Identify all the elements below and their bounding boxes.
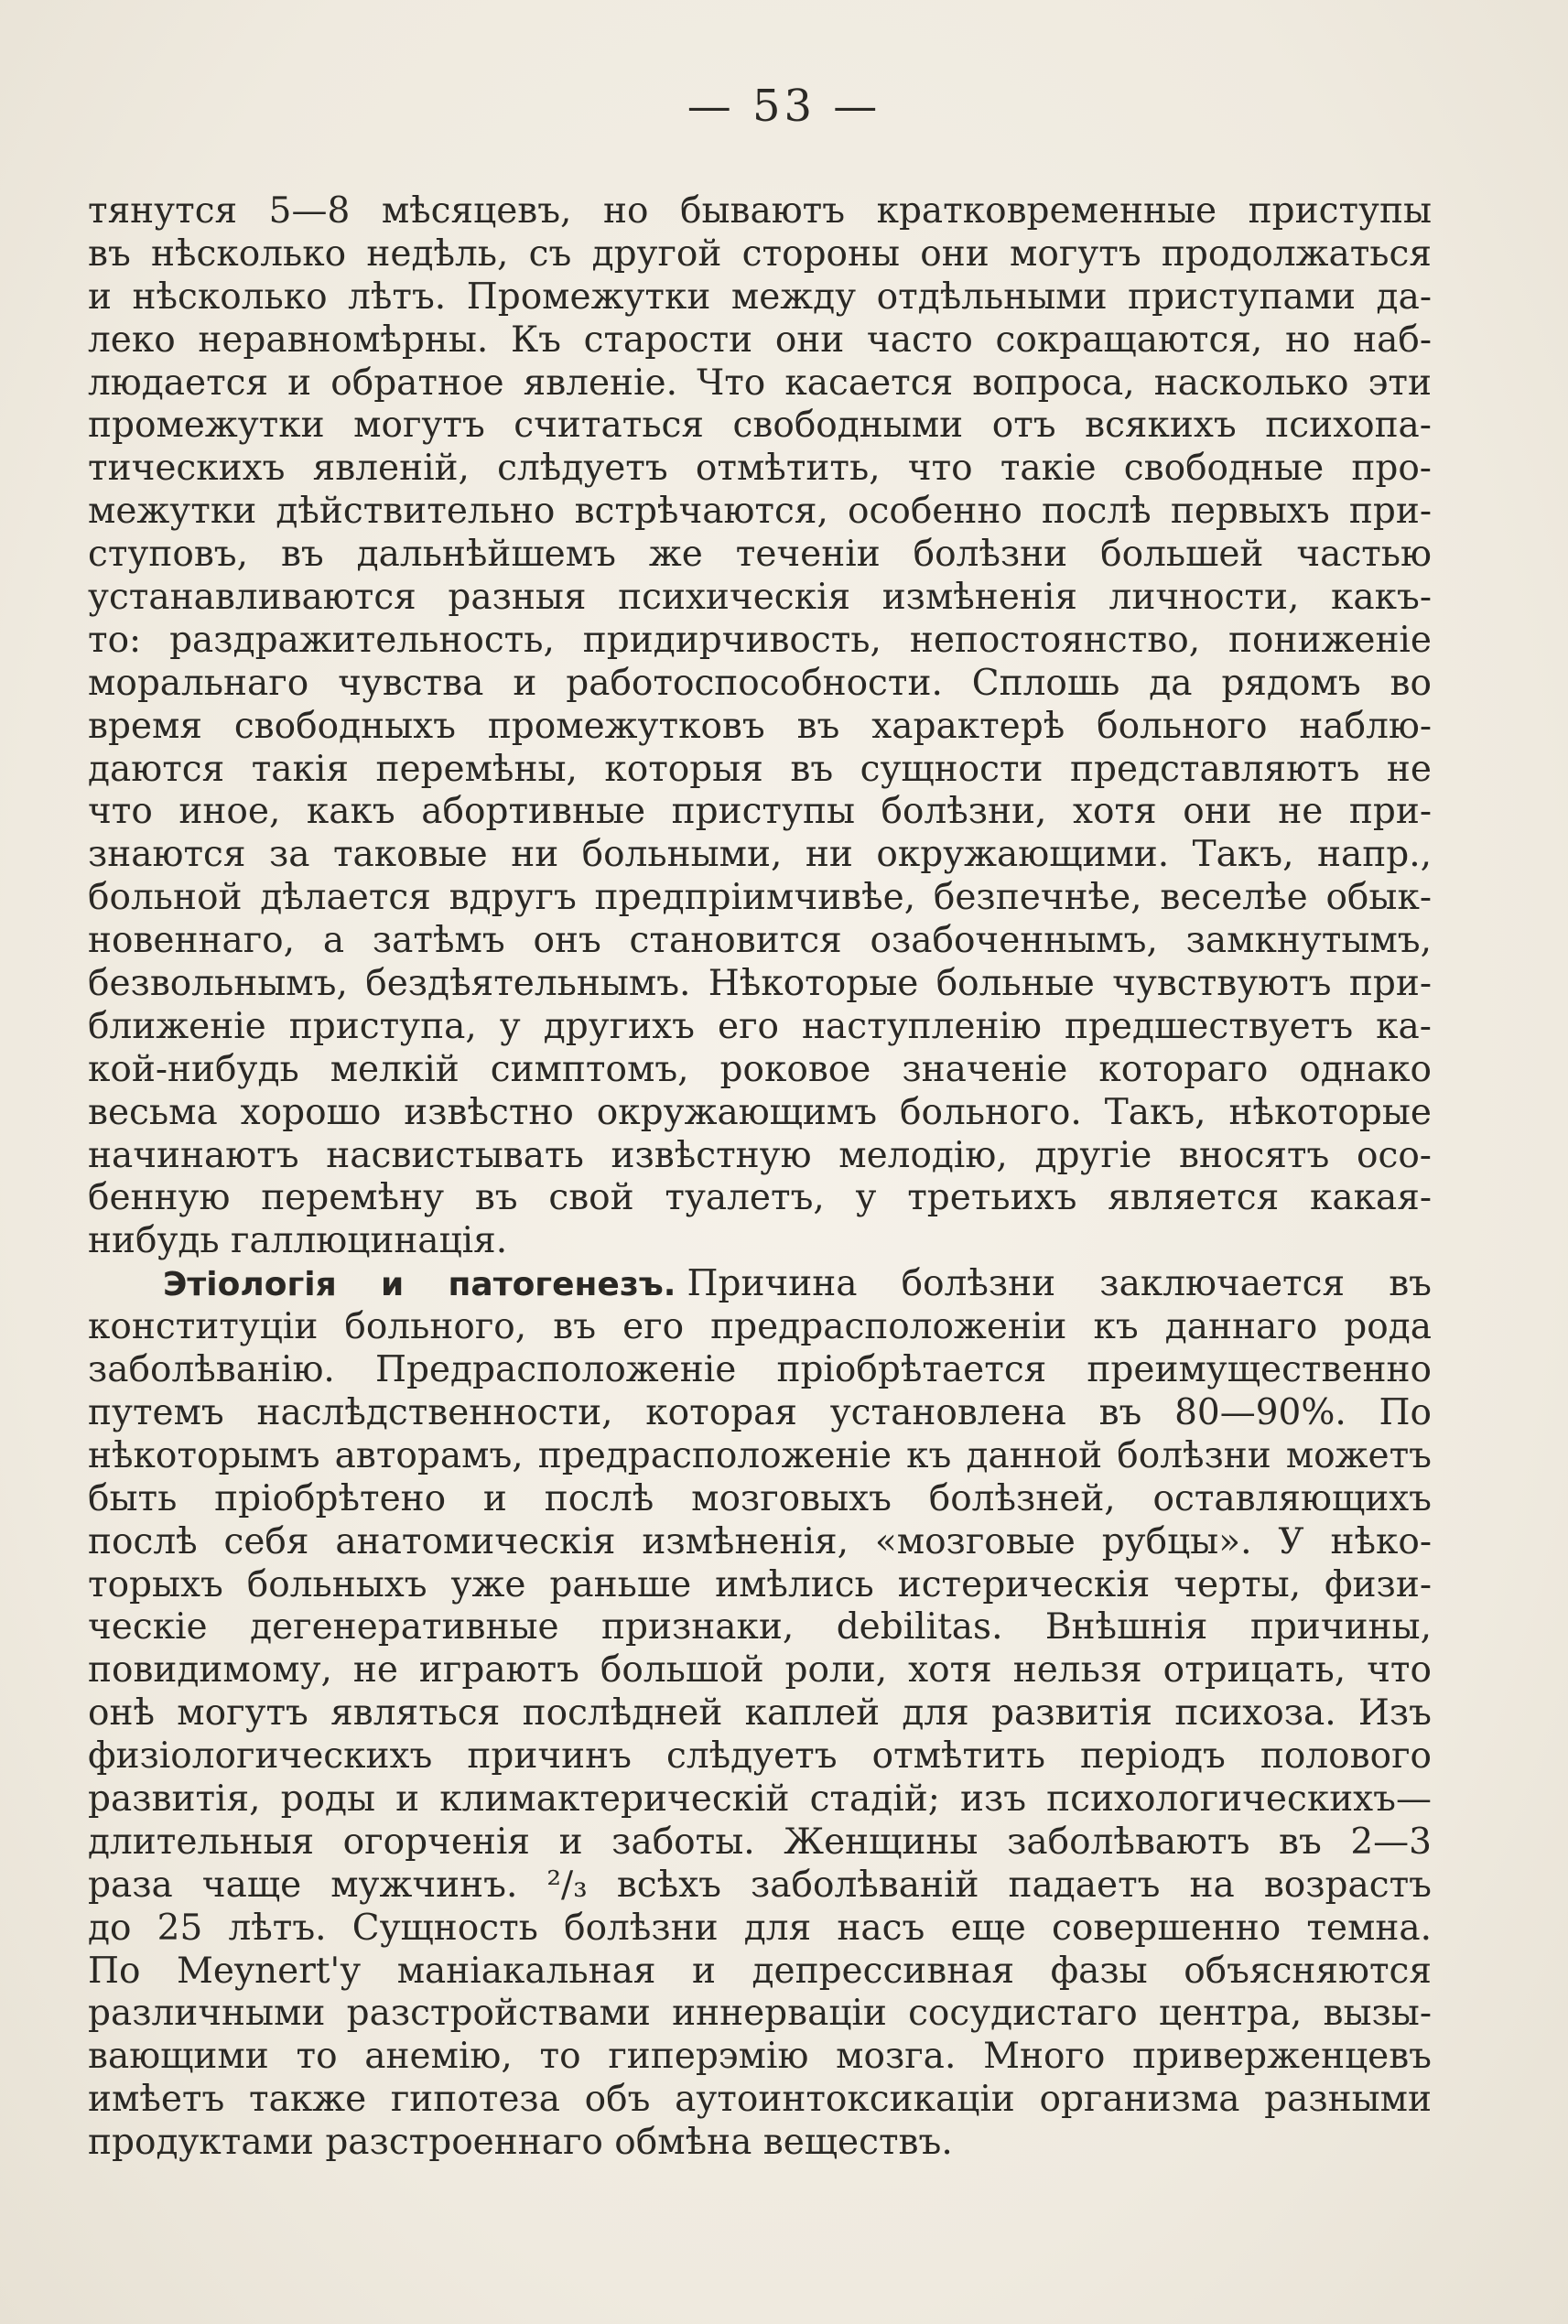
paragraph-course: [88, 190, 1432, 1263]
text-line: ближеніе приступа, у другихъ его наступленію предшествуетъ ка-: [88, 1005, 1432, 1047]
text-line: длительныя огорченія и заботы. Женщины заболѣваютъ въ 2—3: [88, 1821, 1432, 1863]
text-line: торыхъ больныхъ уже раньше имѣлись истерическія черты, физи-: [88, 1563, 1432, 1605]
text-line: тическихъ явленій, слѣдуетъ отмѣтить, что такіе свободные про-: [88, 448, 1432, 490]
text-line: По Meynert'у маніакальная и депрессивная фазы объясняются: [88, 1950, 1432, 1992]
text-line: развитія, роды и климактерическій стадій; изъ психологическихъ—: [88, 1778, 1432, 1820]
text-line: безвольнымъ, бездѣятельнымъ. Нѣкоторые больные чувствуютъ при-: [88, 963, 1432, 1005]
text-line: [88, 1263, 1432, 1306]
text-line: тянутся 5—8 мѣсяцевъ, но бываютъ кратковременные приступы: [88, 190, 1432, 232]
text-line: межутки дѣйствительно встрѣчаются, особенно послѣ первыхъ при-: [88, 491, 1432, 533]
text-line: нибудь галлюцинація.: [88, 1220, 508, 1262]
text-line: начинаютъ насвистывать извѣстную мелодію, другіе вносятъ осо-: [88, 1134, 1432, 1176]
text-line: даются такія перемѣны, которыя въ сущности представляютъ не: [88, 748, 1432, 790]
text-line: знаются за таковые ни больными, ни окружающими. Такъ, напр.,: [88, 834, 1432, 876]
text-line: продуктами разстроеннаго обмѣна веществъ.: [88, 2122, 953, 2164]
paragraph-etiology: [88, 1263, 1432, 2165]
text-line: послѣ себя анатомическія измѣненія, «мозговые рубцы». У нѣко-: [88, 1520, 1432, 1562]
text-line: время свободныхъ промежутковъ въ характерѣ больного наблю-: [88, 705, 1432, 747]
text-line: физіологическихъ причинъ слѣдуетъ отмѣтить періодъ полового: [88, 1735, 1432, 1778]
text-line: кой-нибудь мелкій симптомъ, роковое значеніе котораго однако: [88, 1048, 1432, 1090]
text-line: вающими то анемію, то гиперэмію мозга. Много приверженцевъ: [88, 2036, 1432, 2078]
text-line: ческіе дегенеративные признаки, debilitas. Внѣшнія причины,: [88, 1606, 1432, 1648]
text-line: людается и обратное явленіе. Что касается вопроса, насколько эти: [88, 362, 1432, 404]
text-line: конституціи больного, въ его предрасположеніи къ даннаго рода: [88, 1306, 1432, 1348]
text-line: повидимому, не играютъ большой роли, хотя нельзя отрицать, что: [88, 1649, 1432, 1692]
text-line: до 25 лѣтъ. Сущность болѣзни для насъ еще совершенно темна.: [88, 1907, 1432, 1949]
text-line: то: раздражительность, придирчивость, непостоянство, пониженіе: [88, 619, 1432, 661]
text-line: нѣкоторымъ авторамъ, предрасположеніе къ данной болѣзни можетъ: [88, 1434, 1432, 1476]
text-line: моральнаго чувства и работоспособности. Сплошь да рядомъ во: [88, 662, 1432, 704]
text-line: новеннаго, а затѣмъ онъ становится озабоченнымъ, замкнутымъ,: [88, 920, 1432, 962]
text-line: ступовъ, въ дальнѣйшемъ же теченіи болѣзни большей частью: [88, 534, 1432, 576]
text-line: быть пріобрѣтено и послѣ мозговыхъ болѣзней, оставляющихъ: [88, 1477, 1432, 1519]
text-line: больной дѣлается вдругъ предпріимчивѣе, безпечнѣе, веселѣе обык-: [88, 877, 1432, 919]
text-line: путемъ наслѣдственности, которая установлена въ 80—90%. По: [88, 1391, 1432, 1433]
text-line: бенную перемѣну въ свой туалетъ, у третьихъ является какая-: [88, 1177, 1432, 1219]
text-line: устанавливаются разныя психическія измѣненія личности, какъ-: [88, 577, 1432, 619]
heading-line-text: Причина болѣзни заключается въ: [687, 1263, 1432, 1305]
text-line: весьма хорошо извѣстно окружающимъ больного. Такъ, нѣкоторые: [88, 1091, 1432, 1133]
text-line: промежутки могутъ считаться свободными отъ всякихъ психопа-: [88, 405, 1432, 447]
text-line: въ нѣсколько недѣль, съ другой стороны они могутъ продолжаться: [88, 232, 1432, 275]
page-number: — 53 —: [687, 81, 881, 132]
text-line: и нѣсколько лѣтъ. Промежутки между отдѣльными приступами да-: [88, 276, 1432, 318]
text-line: заболѣванію. Предрасположеніе пріобрѣтается преимущественно: [88, 1349, 1432, 1391]
text-line: онѣ могутъ являться послѣдней каплей для развитія психоза. Изъ: [88, 1692, 1432, 1735]
text-line: леко неравномѣрны. Къ старости они часто сокращаются, но наб-: [88, 319, 1432, 361]
body-text: [88, 190, 1432, 2165]
text-line: имѣетъ также гипотеза объ аутоинтоксикаціи организма разными: [88, 2079, 1432, 2121]
text-line: что иное, какъ абортивные приступы болѣзни, хотя они не при-: [88, 791, 1432, 833]
section-heading: Этіологія и патогенезъ.: [163, 1266, 676, 1304]
text-line: различными разстройствами иннерваціи сосудистаго центра, вызы-: [88, 1993, 1432, 2035]
text-line: раза чаще мужчинъ. ²/₃ всѣхъ заболѣваній падаетъ на возрастъ: [88, 1864, 1432, 1906]
